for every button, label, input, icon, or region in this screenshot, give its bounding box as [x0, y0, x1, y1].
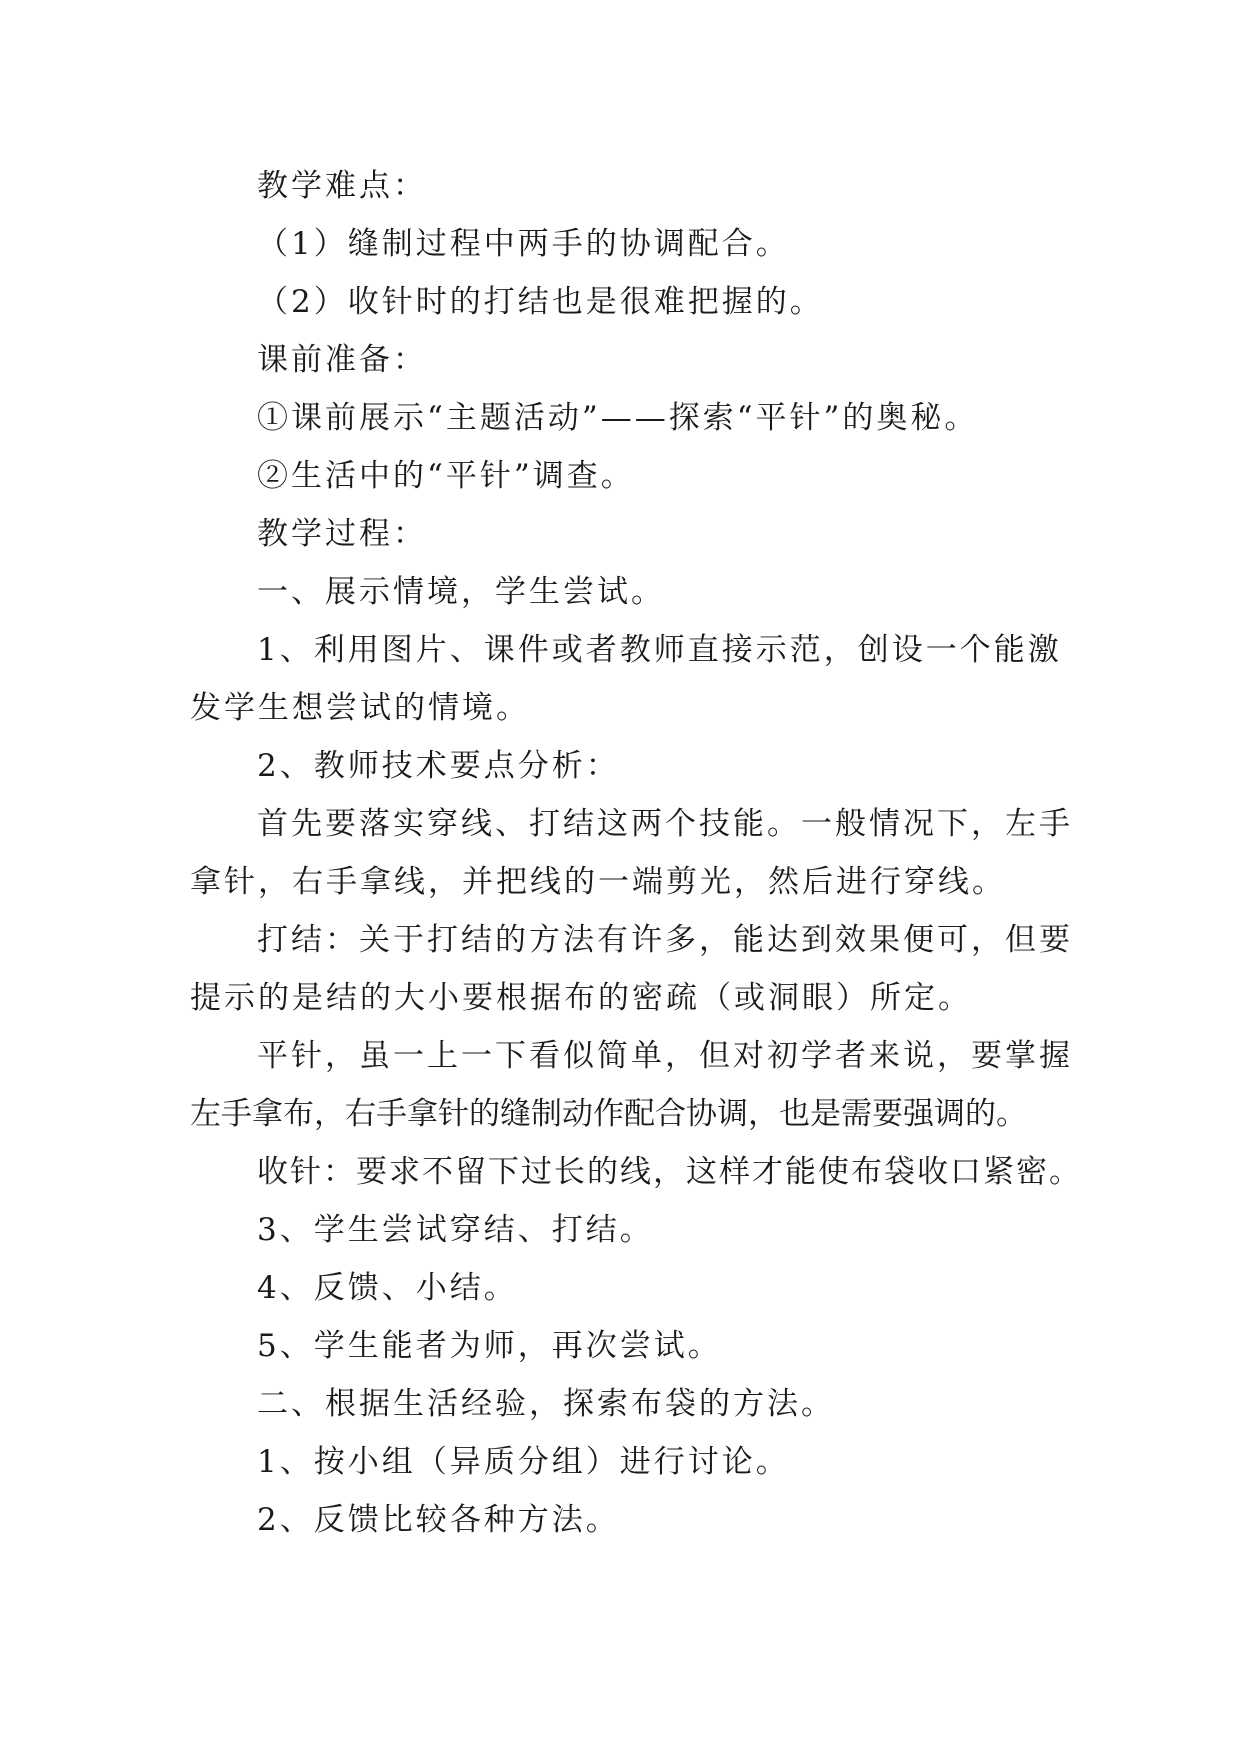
- heading-teaching-process: 教学过程：: [257, 516, 427, 552]
- text-line: 2、反馈比较各种方法。: [257, 1502, 620, 1538]
- text-line: 拿针，右手拿线，并把线的一端剪光，然后进行穿线。: [190, 864, 1006, 900]
- text-line: 5、学生能者为师，再次尝试。: [257, 1328, 722, 1364]
- heading-preparation: 课前准备：: [257, 342, 427, 378]
- text-line: 2、教师技术要点分析：: [257, 748, 620, 784]
- text-line: 3、学生尝试穿结、打结。: [257, 1212, 654, 1248]
- text-line: 首先要落实穿线、打结这两个技能。一般情况下，左手: [257, 806, 1073, 842]
- text-line: 发学生想尝试的情境。: [190, 690, 530, 726]
- text-line: 平针，虽一上一下看似简单，但对初学者来说，要掌握: [257, 1038, 1073, 1074]
- section-1-title: 一、展示情境，学生尝试。: [257, 574, 665, 610]
- text-line: 收针：要求不留下过长的线，这样才能使布袋收口紧密。: [257, 1154, 1082, 1190]
- text-line: 提示的是结的大小要根据布的密疏（或洞眼）所定。: [190, 980, 972, 1016]
- text-line: 4、反馈、小结。: [257, 1270, 518, 1306]
- difficulty-item-2: （2）收针时的打结也是很难把握的。: [257, 284, 824, 320]
- text-line: 左手拿布，右手拿针的缝制动作配合协调，也是需要强调的。: [190, 1096, 1027, 1132]
- section-2-title: 二、根据生活经验，探索布袋的方法。: [257, 1386, 835, 1422]
- text-line: 1、按小组（异质分组）进行讨论。: [257, 1444, 790, 1480]
- preparation-item-2: ②生活中的“平针”调查。: [257, 458, 635, 494]
- preparation-item-1: ①课前展示“主题活动”——探索“平针”的奥秘。: [257, 400, 979, 436]
- difficulty-item-1: （1）缝制过程中两手的协调配合。: [257, 226, 790, 262]
- heading-teaching-difficulties: 教学难点：: [257, 168, 427, 204]
- text-line: 1、利用图片、课件或者教师直接示范，创设一个能激: [257, 632, 1062, 668]
- text-line: 打结：关于打结的方法有许多，能达到效果便可，但要: [257, 922, 1073, 958]
